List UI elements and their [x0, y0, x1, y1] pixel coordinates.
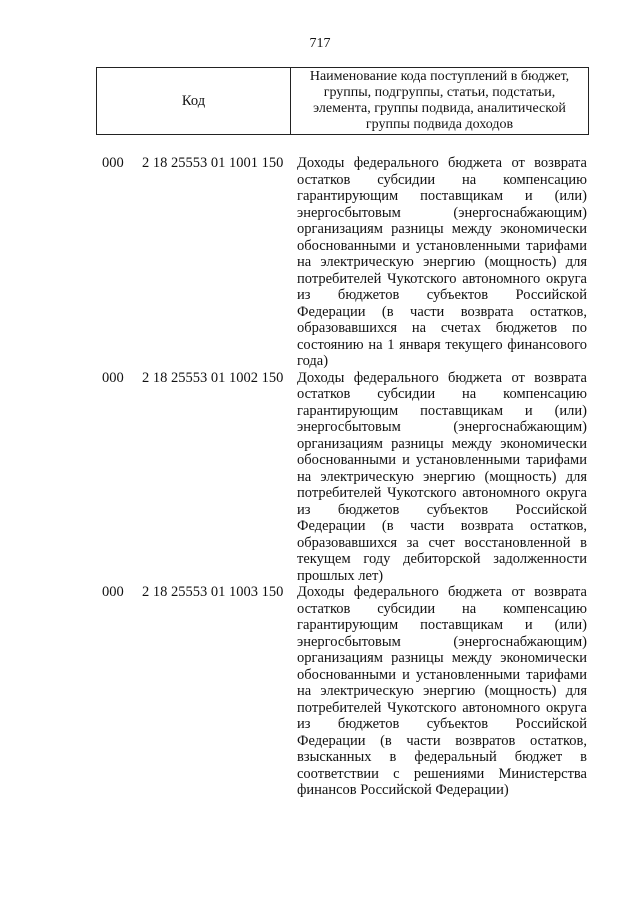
table-row [0, 370, 640, 585]
table-row [0, 155, 640, 370]
row-income-code: 2 18 25553 01 1003 150 [142, 584, 284, 600]
row-income-name: Доходы федерального бюджета от возврата остатков субсидии на компенсацию гарантирующим поставщикам и (или) энергосбытовым (энергоснабжающим) организациям разницы между экономически обоснованными и установленными тарифами на электрическую энергию (мощность) для потребителей Чукотского автономного округа из бюджетов субъектов Российской Федерации (в части возврата остатков, образовавшихся за счет восстановленной в текущем году дебиторской задолженности прошлых лет) [297, 369, 587, 584]
row-income-code: 2 18 25553 01 1002 150 [142, 369, 284, 386]
row-income-name: Доходы федерального бюджета от возврата остатков субсидии на компенсацию гарантирующим поставщикам и (или) энергосбытовым (энергоснабжающим) организациям разницы между экономически обоснованными и установленными тарифами на электрическую энергию (мощность) для потребителей Чукотского автономного округа из бюджетов субъектов Российской Федерации (в части возврата остатков, образовавшихся на счетах бюджетов по состоянию на 1 января текущего финансового года) [297, 155, 587, 369]
page-number: 717 [309, 36, 331, 51]
table-row [0, 584, 640, 799]
table-body [0, 155, 640, 799]
header-name-cell: Наименование кода поступлений в бюджет, группы, подгруппы, статьи, подстатьи, элемента, группы подвида, аналитической группы подвида доходов [309, 69, 570, 132]
header-code-cell: Код [97, 68, 291, 134]
row-income-code: 2 18 25553 01 1001 150 [142, 155, 284, 171]
row-income-name: Доходы федерального бюджета от возврата остатков субсидии на компенсацию гарантирующим поставщикам и (или) энергосбытовым (энергоснабжающим) организациям разницы между экономически обоснованными и установленными тарифами на электрическую энергию (мощность) для потребителей Чукотского автономного округа из бюджетов субъектов Российской Федерации (в части возвратов остатков, взысканных в федеральный бюджет в соответствии с решениями Министерства финансов Российской Федерации) [297, 584, 587, 798]
row-admin-code: 000 [102, 155, 124, 171]
table-header [96, 67, 589, 135]
row-admin-code: 000 [102, 369, 124, 386]
row-admin-code: 000 [102, 584, 124, 600]
